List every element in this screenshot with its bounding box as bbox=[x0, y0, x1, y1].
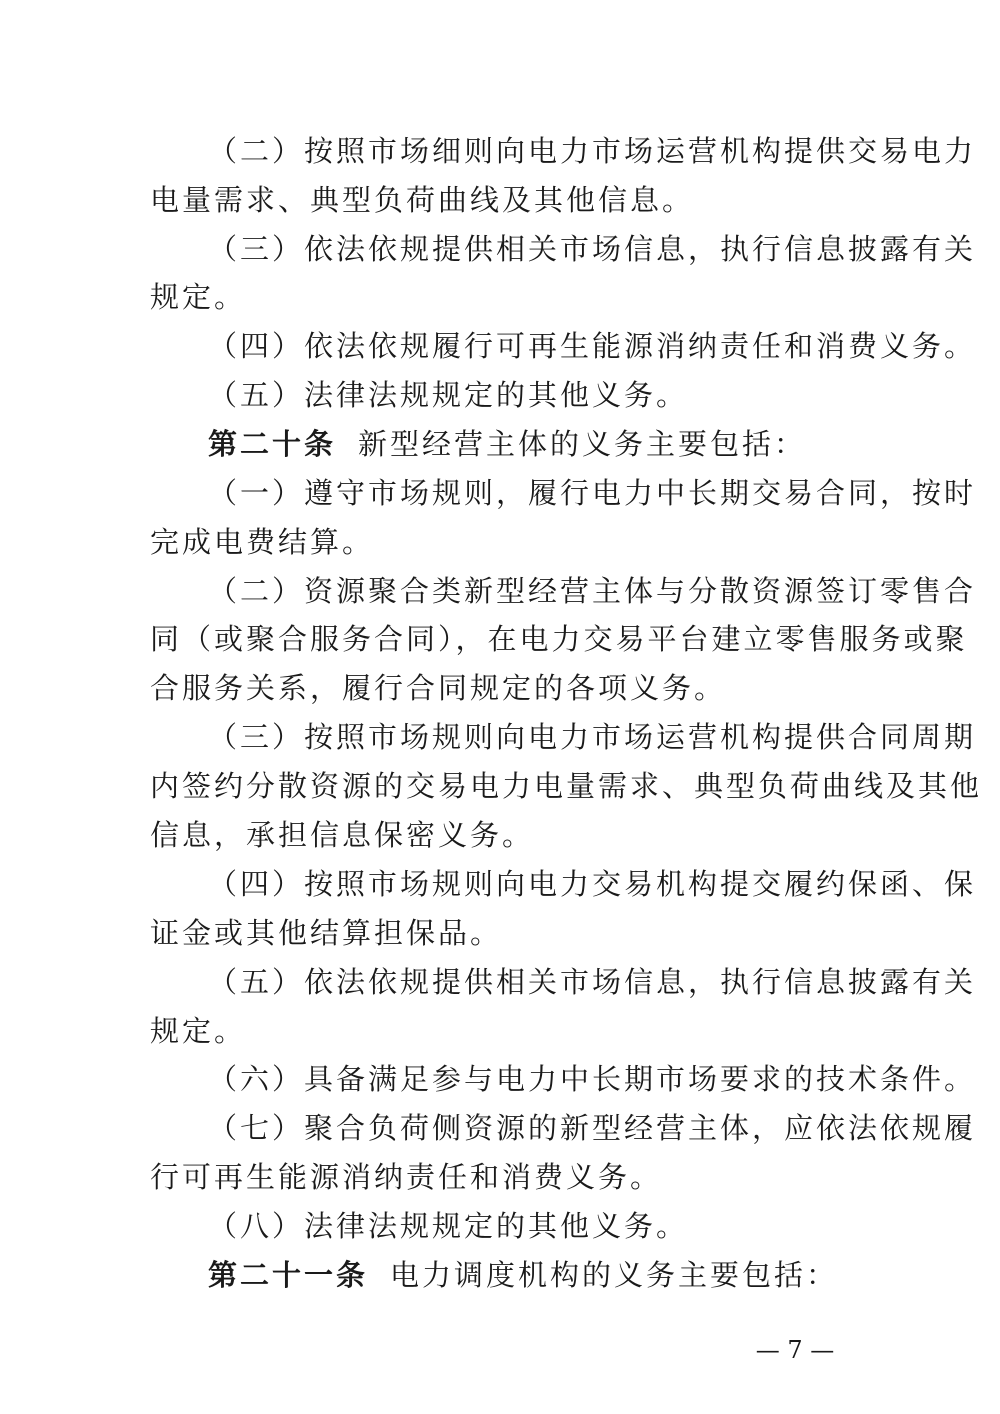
paragraph-line: （三）依法依规提供相关市场信息，执行信息披露有关 bbox=[208, 232, 977, 266]
paragraph-line: （三）按照市场规则向电力市场运营机构提供合同周期 bbox=[208, 720, 977, 754]
paragraph-line: （二）资源聚合类新型经营主体与分散资源签订零售合 bbox=[208, 574, 977, 608]
paragraph-line: （七）聚合负荷侧资源的新型经营主体，应依法依规履 bbox=[208, 1111, 977, 1145]
paragraph-line: 信息，承担信息保密义务。 bbox=[150, 818, 535, 852]
paragraph-line: （五）法律法规规定的其他义务。 bbox=[208, 378, 689, 412]
article-number: 第二十条 bbox=[208, 427, 337, 461]
paragraph-line: 规定。 bbox=[150, 280, 247, 314]
paragraph-line: 合服务关系，履行合同规定的各项义务。 bbox=[150, 671, 727, 705]
paragraph-line: 电量需求、典型负荷曲线及其他信息。 bbox=[150, 183, 695, 217]
paragraph-line: 证金或其他结算担保品。 bbox=[150, 916, 503, 950]
article-text: 新型经营主体的义务主要包括： bbox=[358, 427, 807, 461]
paragraph-line: （八）法律法规规定的其他义务。 bbox=[208, 1209, 689, 1243]
paragraph-line: （六）具备满足参与电力中长期市场要求的技术条件。 bbox=[208, 1062, 977, 1096]
article-text: 电力调度机构的义务主要包括： bbox=[390, 1258, 839, 1292]
paragraph-line: 内签约分散资源的交易电力电量需求、典型负荷曲线及其他 bbox=[150, 769, 983, 803]
paragraph-line: 规定。 bbox=[150, 1014, 247, 1048]
paragraph-line: （四）依法依规履行可再生能源消纳责任和消费义务。 bbox=[208, 329, 977, 363]
article-heading bbox=[208, 1255, 838, 1295]
paragraph-line: （五）依法依规提供相关市场信息，执行信息披露有关 bbox=[208, 965, 977, 999]
paragraph-line: 行可再生能源消纳责任和消费义务。 bbox=[150, 1160, 663, 1194]
paragraph-line: 同（或聚合服务合同），在电力交易平台建立零售服务或聚 bbox=[150, 622, 968, 656]
paragraph-line: （一）遵守市场规则，履行电力中长期交易合同，按时 bbox=[208, 476, 977, 510]
page-number: — 7 — bbox=[755, 1336, 835, 1364]
paragraph-line: （四）按照市场规则向电力交易机构提交履约保函、保 bbox=[208, 867, 977, 901]
article-heading bbox=[208, 424, 806, 464]
article-number: 第二十一条 bbox=[208, 1258, 369, 1292]
paragraph-line: （二）按照市场细则向电力市场运营机构提供交易电力 bbox=[208, 134, 977, 168]
paragraph-line: 完成电费结算。 bbox=[150, 525, 375, 559]
